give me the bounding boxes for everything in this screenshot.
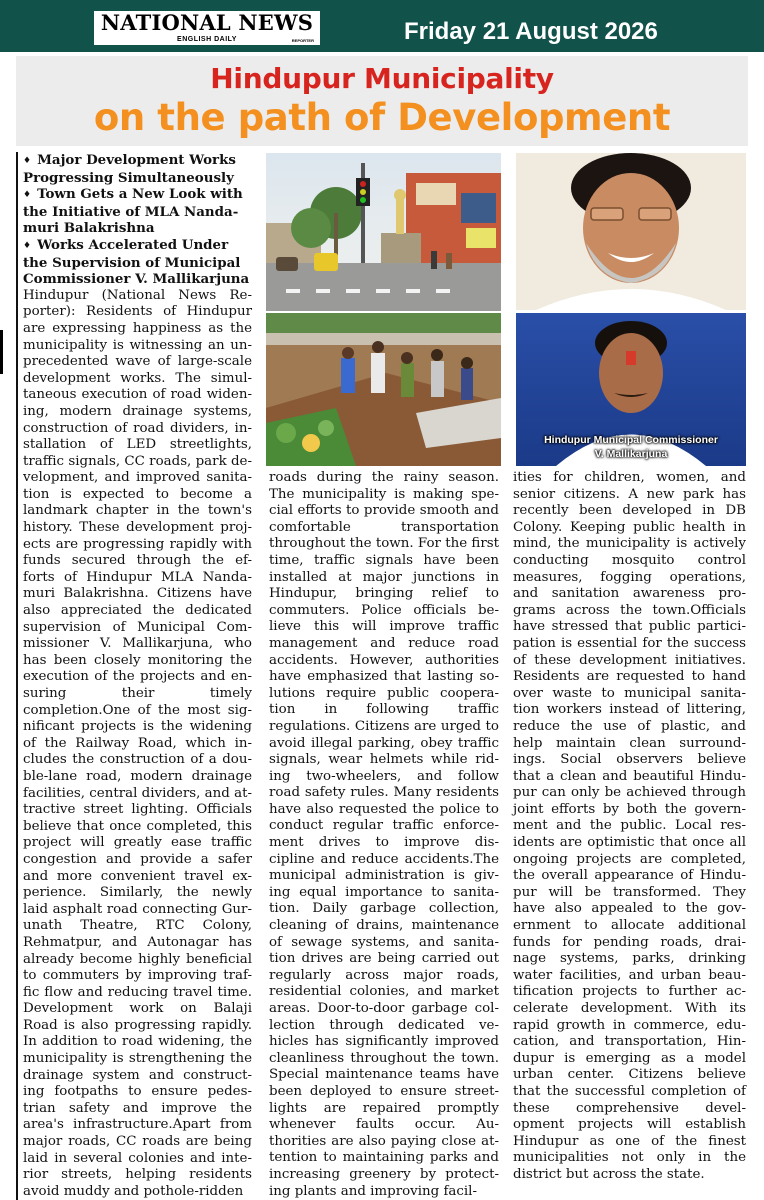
highlight-bullet: ♦ Town Gets a New Look with the Initiative of MLA Nanda-muri Balakrishna	[23, 186, 243, 237]
article-column-2	[269, 470, 499, 1200]
article-text-1: Hindupur (National News Re-porter): Residents of Hindupur are expressing happiness as the municipality is witnessing an un-precedented wave of large-scale development works. The simul-taneous execution of road widen-ing, modern drainage systems, construction of road dividers, in-stallation of LED streetlights, traffic signals, CC roads, park de-velopment, and improved sanita-tion is expected to become a landmark chapter in the town's history. These development proj-ects are progressing rapidly with funds secured through the ef-forts of Hindupur MLA Nanda-muri Balakrishna. Citizens have also appreciated the dedicated supervision of Municipal Com-missioner V. Mallikarjuna, who has been closely monitoring the execution of the projects and en-suring their timely completion.One of the most sig-nificant projects is the widening of the Railway Road, which in-cludes the construction of a dou-ble-lane road, modern drainage facilities, central dividers, and at-tractive street lighting. Officials believe that once completed, this project will greatly ease traffic congestion and provide a safer and more convenient travel ex-perience. Similarly, the newly laid asphalt road connecting Gur-unath Theatre, RTC Colony, Rehmatpur, and Autonagar has already become highly beneficial to commuters by improving traf-fic flow and reducing travel time. Development work on Balaji Road is also progressing rapidly. In addition to road widening, the municipality is strengthening the drainage system and construct-ing footpaths to ensure pedes-trian safety and improve the area's infrastructure.Apart from major roads, CC roads are being laid in several colonies and inte-rior streets, helping residents avoid muddy and pothole-ridden	[23, 287, 252, 1199]
mla-portrait-photo	[516, 153, 746, 310]
article-column-1	[16, 152, 252, 1200]
diamond-bullet-icon: ♦	[23, 240, 32, 251]
commissioner-caption-line-2: V. Mallikarjuna	[594, 448, 668, 460]
headline-banner	[16, 56, 748, 146]
highlight-bullet: ♦ Works Accelerated Under the Supervision of Municipal Commissioner V. Mallikarjuna	[23, 236, 250, 288]
masthead-subtitle: ENGLISH DAILY	[177, 36, 237, 43]
highlight-bullet: ♦ Major Development Works Progressing Simultaneously	[23, 152, 236, 186]
issue-date: Friday 21 August 2026	[404, 18, 658, 45]
margin-rule	[0, 330, 3, 374]
headline-line-1: Hindupur Municipality	[210, 62, 554, 95]
headline-line-2: on the path of Development	[93, 96, 671, 139]
article-column-3	[513, 470, 746, 1184]
park-development-photo	[266, 313, 501, 466]
diamond-bullet-icon: ♦	[23, 190, 32, 201]
commissioner-caption-line-1: Hindupur Municipal Commissioner	[544, 434, 718, 446]
article-text-2: roads during the rainy season. The municipality is making spe-cial efforts to provide smooth and comfortable transportation throughout the town. For the first time, traffic signals have been installed at major junctions in Hindupur, bringing relief to commuters. Police officials be-lieve this will improve traffic management and reduce road accidents. However, authorities have emphasized that lasting so-lutions require public coopera-tion in following traffic regulations. Citizens are urged to avoid illegal parking, obey traffic signals, wear helmets while rid-ing two-wheelers, and follow road safety rules. Many residents have also requested the police to conduct regular traffic enforce-ment drives to improve dis-cipline and reduce accidents.The municipal administration is giv-ing equal importance to sanita-tion. Daily garbage collection, cleaning of drains, maintenance of sewage systems, and sanita-tion drives are being carried out regularly across major roads, residential colonies, and market areas. Door-to-door garbage col-lection through dedicated ve-hicles has significantly improved cleanliness throughout the town. Special maintenance teams have been deployed to ensure street-lights are repaired promptly whenever faults occur. Au-thorities are also paying close at-tention to maintaining parks and increasing greenery by protect-ing plants and improving facil-	[269, 470, 499, 1199]
commissioner-portrait-photo	[516, 313, 746, 466]
diamond-bullet-icon: ♦	[23, 156, 32, 166]
road-junction-photo	[266, 153, 501, 311]
commissioner-caption	[516, 433, 746, 461]
newspaper-masthead	[92, 9, 322, 47]
article-text-3: ities for children, women, and senior citizens. A new park has recently been developed in DB Colony. Keeping public health in mind, the municipality is actively conducting mosquito control measures, fogging operations, and sanitation awareness pro-grams across the town.Officials have stressed that public partici-pation is essential for the success of these development initiatives. Residents are requested to hand over waste to municipal sanita-tion workers instead of littering, reduce the use of plastic, and help maintain clean surround-ings. Social observers believe that a clean and beautiful Hindu-pur can only be achieved through joint efforts by both the govern-ment and the public. Local res-idents are optimistic that once all ongoing projects are completed, the overall appearance of Hindu-pur will be transformed. They have also appealed to the gov-ernment to allocate additional funds for pending roads, drai-nage systems, parks, drinking water facilities, and urban beau-tification projects to further ac-celerate development. With its rapid growth in commerce, edu-cation, and transportation, Hin-dupur is emerging as a model urban center. Citizens believe that the successful completion of these comprehensive devel-opment projects will establish Hindupur as one of the finest municipalities not only in the district but across the state.	[513, 470, 746, 1182]
masthead-tag: REPORTER	[291, 38, 314, 43]
masthead-title: NATIONAL NEWS	[100, 10, 314, 35]
